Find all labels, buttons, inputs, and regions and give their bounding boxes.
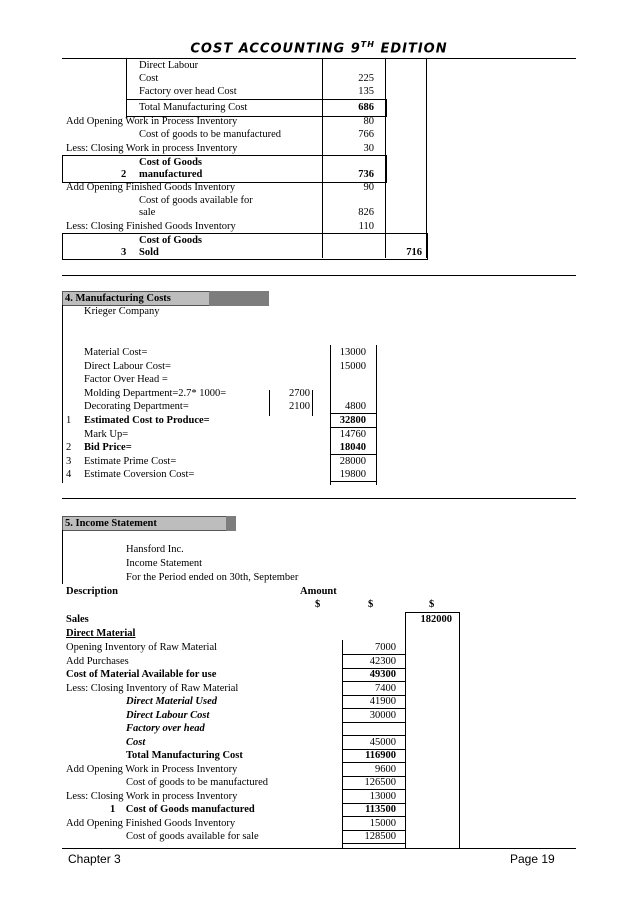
s5-row-val: 30000: [369, 709, 396, 721]
s5-row-label: Less: Closing Inventory of Raw Material: [66, 682, 239, 694]
s3-less-wip-val: 30: [363, 143, 374, 154]
s4-end-rule: [62, 498, 576, 499]
s4-mid-left: [269, 390, 270, 416]
s5-row-val: 42300: [369, 655, 396, 667]
s4-row-label: Molding Department=2.7* 1000=: [84, 387, 227, 399]
s4-row-label: Bid Price=: [84, 442, 132, 454]
s5-row-val: 41900: [369, 696, 396, 707]
s3-foh: Factory over head Cost: [139, 86, 237, 97]
s3-cogs-val: 716: [406, 247, 422, 258]
s5-left-border: [62, 530, 63, 584]
s4-row-num: 2: [66, 442, 72, 454]
s3-cgm-val: 766: [358, 129, 374, 140]
s5-row-label: Opening Inventory of Raw Material: [66, 642, 218, 653]
s3-cogs-b: Sold: [139, 247, 159, 258]
s5-row-val: 13000: [369, 790, 396, 802]
s5-row-label: Less: Closing Work in process Inventory: [66, 790, 238, 802]
s4-row-label: Decorating Department=: [84, 401, 189, 413]
s5-row-val: 113500: [365, 804, 396, 815]
s5-amount: Amount: [300, 586, 337, 597]
s5-row-val: 49300: [369, 669, 396, 680]
s5-row-val: 7000: [375, 642, 396, 653]
s5-row-rule: [342, 843, 405, 844]
s3-cgm: Cost of goods to be manufactured: [139, 129, 282, 140]
s4-row-label: Mark Up=: [84, 428, 129, 440]
s3-cogs-box: [62, 233, 428, 260]
s5-col-right-b: [459, 612, 460, 848]
s3-add-wip-val: 80: [363, 116, 374, 127]
s3-foh-val: 135: [358, 86, 374, 97]
s5-row-val: 7400: [375, 682, 396, 694]
s5-row-label: Total Manufacturing Cost: [126, 750, 243, 761]
s3-direct-labour: Direct Labour: [139, 60, 199, 71]
s4-row-label: Material Cost=: [84, 347, 148, 358]
s3-cost: Cost: [139, 73, 159, 84]
s4-heading-text: 4. Manufacturing Costs: [65, 293, 171, 304]
s4-company: Krieger Company: [84, 306, 160, 317]
s5-row-val: 126500: [364, 777, 396, 788]
s5-row-label: Add Opening Work in Process Inventory: [66, 763, 238, 775]
s3-cgas-val: 826: [358, 207, 374, 218]
s4-row-label: Estimate Coversion Cost=: [84, 469, 195, 481]
s4-row-val: 14760: [339, 428, 366, 440]
s3-end-rule: [62, 275, 576, 276]
s4-row-label: Estimate Prime Cost=: [84, 455, 177, 467]
header-title-end: EDITION: [380, 41, 448, 57]
s5-row-val: 9600: [375, 763, 396, 775]
s3-cogm-val: 736: [358, 169, 374, 180]
s5-row-label: Cost of Material Available for use: [66, 669, 217, 680]
s5-row-label: Add Opening Finished Goods Inventory: [66, 817, 236, 829]
s4-mid-right: [312, 390, 313, 416]
s5-row-label: 1 Cost of Goods manufactured: [110, 804, 255, 815]
s5-row-val: 15000: [369, 817, 396, 829]
s4-col-b: [376, 345, 377, 485]
s3-add-wip: Add Opening Work in Process Inventory: [66, 116, 238, 127]
s3-cogs-a: Cost of Goods: [139, 235, 203, 246]
s5-col-right-a: [405, 612, 406, 848]
s4-row-label: Estimated Cost to Produce=: [84, 415, 210, 426]
footer-page: Page 19: [510, 852, 555, 866]
s3-tmc-val: 686: [358, 102, 374, 113]
s4-row-num: 4: [66, 469, 72, 481]
s3-add-fg: Add Opening Finished Goods Inventory: [66, 182, 236, 193]
s5-row-rule: [342, 722, 405, 723]
header-title: COST ACCOUNTING 9: [190, 41, 361, 57]
s3-less-fg: Less: Closing Finished Goods Inventory: [66, 221, 236, 232]
footer-rule: [62, 848, 576, 849]
s5-dm: Direct Material: [66, 628, 136, 639]
s5-sales-val: 182000: [420, 614, 452, 625]
s3-n2: 2: [121, 169, 127, 180]
s4-row-val: 18040: [339, 442, 366, 454]
s5-row-label: Add Purchases: [66, 655, 129, 667]
s4-row-label: Direct Labour Cost=: [84, 360, 171, 372]
s4-row-rule: [330, 481, 376, 482]
s3-tmc: Total Manufacturing Cost: [139, 102, 248, 113]
s3-less-fg-val: 110: [358, 221, 374, 232]
s5-row-label: Cost of goods to be manufactured: [126, 777, 269, 788]
s4-row-num: 3: [66, 455, 72, 467]
s3-cgas-a: Cost of goods available for: [139, 195, 253, 206]
s5-heading: [62, 516, 236, 531]
s5-cur1: $: [315, 599, 321, 610]
s4-row-val: 15000: [339, 360, 366, 372]
s5-row-val: 128500: [364, 831, 396, 842]
s3-less-wip: Less: Closing Work in process Inventory: [66, 143, 238, 154]
s4-row-mid: 2700: [289, 387, 310, 399]
s4-row-val: 13000: [339, 347, 366, 358]
s3-col-right3: [426, 58, 427, 258]
s5-row-label: Cost: [126, 736, 146, 748]
s3-add-fg-val: 90: [363, 182, 374, 193]
s4-row-num: 1: [66, 415, 72, 426]
s4-row-label: Factor Over Head =: [84, 374, 168, 386]
s4-left-border: [62, 305, 63, 483]
s4-heading-shade: [209, 291, 269, 306]
s5-row-label: Cost of goods available for sale: [126, 831, 259, 842]
s5-row-label: Direct Material Used: [126, 696, 217, 707]
s5-sales-top: [405, 612, 460, 613]
s4-col-a: [330, 345, 331, 485]
s5-cur2: $: [368, 599, 374, 610]
s4-row-val: 32800: [339, 415, 366, 426]
s5-desc: Description: [66, 586, 118, 597]
s5-cur3: $: [429, 599, 435, 610]
s3-cost-val: 225: [358, 73, 374, 84]
s5-row-val: 45000: [369, 736, 396, 748]
s5-row-label: Factory over head: [126, 723, 205, 734]
s5-period: For the Period ended on 30th, September: [126, 572, 299, 583]
page-header: [0, 40, 638, 56]
s5-heading-text: 5. Income Statement: [65, 518, 157, 529]
s4-row-val: 4800: [345, 401, 366, 413]
s3-cogm-a: Cost of Goods: [139, 157, 203, 168]
s5-company: Hansford Inc.: [126, 544, 184, 555]
s3-n3: 3: [121, 247, 127, 258]
s5-row-label: Direct Labour Cost: [126, 709, 210, 721]
s5-heading-shade: [226, 516, 236, 531]
header-rule: [62, 58, 576, 59]
s4-row-mid: 2100: [289, 401, 310, 413]
s5-row-val: 116900: [365, 750, 396, 761]
header-sup: TH: [360, 40, 375, 49]
s3-cgas-b: sale: [139, 207, 156, 218]
s4-heading: [62, 291, 269, 306]
s5-sales: Sales: [66, 614, 89, 625]
s4-row-val: 28000: [339, 455, 366, 467]
footer-chapter: Chapter 3: [68, 852, 121, 866]
s5-stmt: Income Statement: [126, 558, 203, 569]
s4-row-val: 19800: [339, 469, 366, 481]
s3-cogm-b: manufactured: [139, 169, 203, 180]
